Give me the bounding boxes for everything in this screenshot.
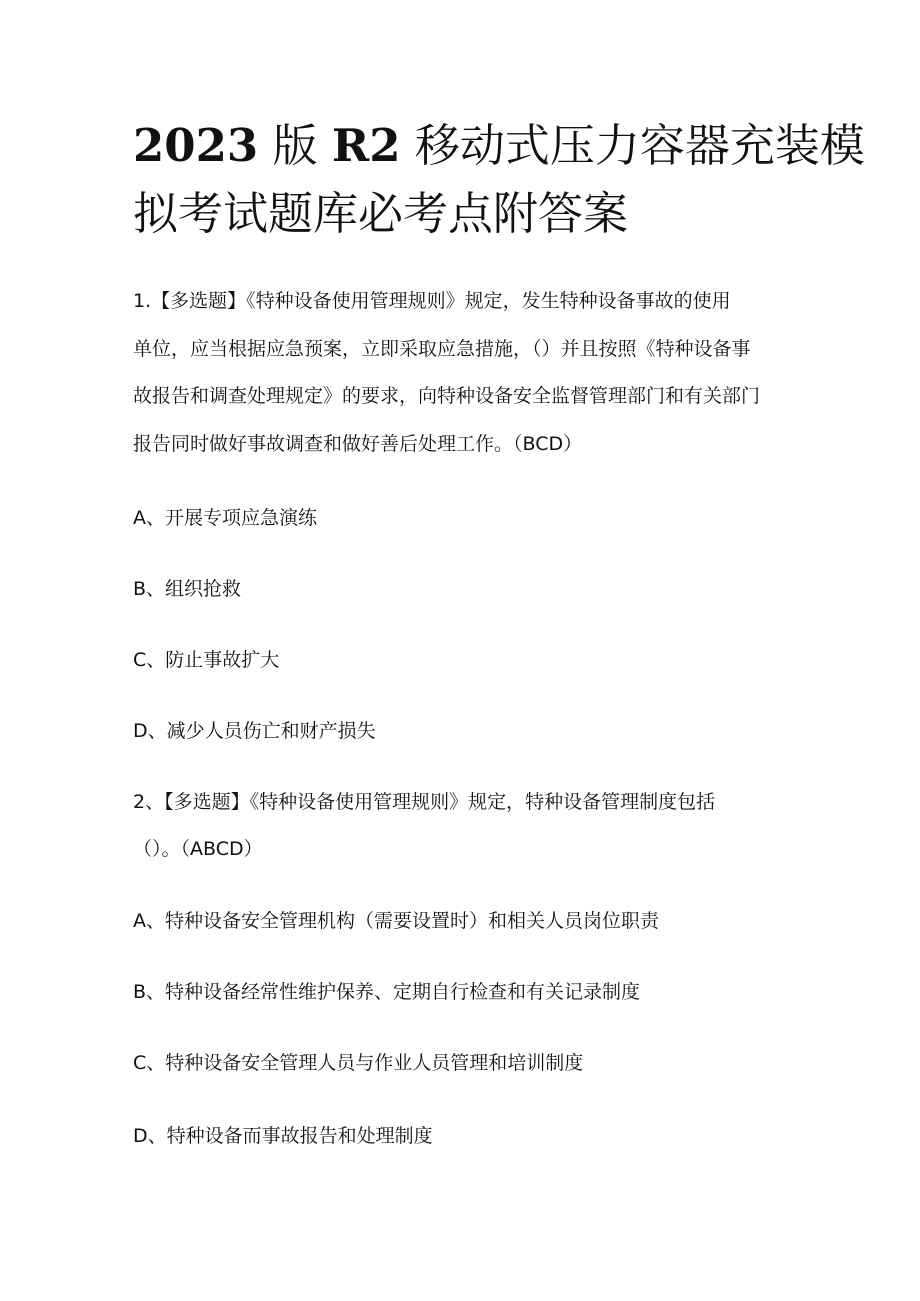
question-1-line-1: 1.【多选题】《特种设备使用管理规则》规定，发生特种设备事故的使用 [133,290,731,312]
question-2-option-d: D、特种设备而事故报告和处理制度 [133,1125,433,1147]
question-1-line-3: 故报告和调查处理规定》的要求，向特种设备安全监督管理部门和有关部门 [133,385,761,407]
document-title [133,112,865,248]
question-2-line-1: 2、【多选题】《特种设备使用管理规则》规定，特种设备管理制度包括 [133,791,716,813]
question-1-option-d: D、减少人员伤亡和财产损失 [133,720,376,742]
question-1-option-a: A、开展专项应急演练 [133,507,317,529]
question-2-line-2: （）。（ABCD） [133,838,263,860]
title-year: 2023 [133,119,259,172]
title-ban: 版 [272,119,318,172]
title-model: R2 [331,119,401,172]
question-1-line-4: 报告同时做好事故调查和做好善后处理工作。（BCD） [133,433,583,455]
question-2-option-b: B、特种设备经常性维护保养、定期自行检查和有关记录制度 [133,981,641,1003]
question-1-option-b: B、组织抢救 [133,578,242,600]
title-line-2: 拟考试题库必考点附答案 [133,187,629,240]
title-rest: 移动式压力容器充装模 [414,119,865,172]
question-1-option-c: C、防止事故扩大 [133,649,280,671]
question-2-option-c: C、特种设备安全管理人员与作业人员管理和培训制度 [133,1052,584,1074]
question-2-option-a: A、特种设备安全管理机构（需要设置时）和相关人员岗位职责 [133,910,659,932]
question-1-line-2: 单位，应当根据应急预案，立即采取应急措施，（）并且按照《特种设备事 [133,338,751,360]
title-line-1 [133,112,865,180]
